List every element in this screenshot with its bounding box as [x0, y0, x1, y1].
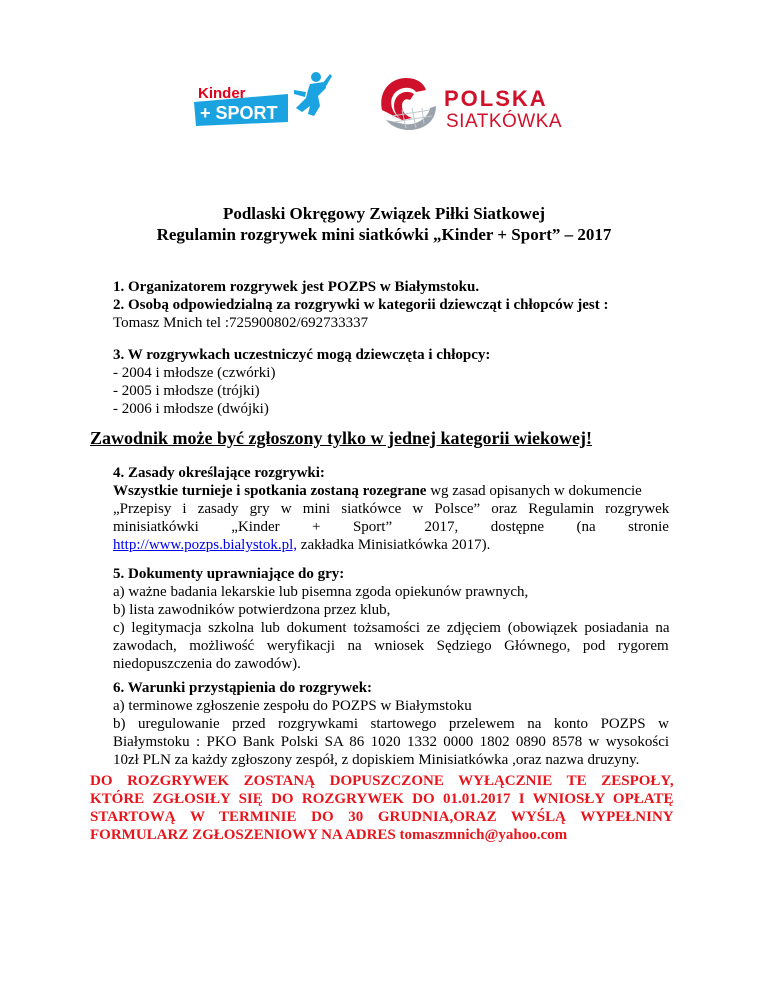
entry-condition-b-line-3: 10zł PLN za każdy zgłoszony zespół, z dopiskiem Minisiatkówka ,oraz nazwa druzyny. [113, 752, 640, 768]
entry-condition-b-line-2 [113, 733, 669, 751]
rules-word: (na [576, 519, 596, 535]
entry-condition-b-text-2: Białymstoku : PKO Bank Polski SA 86 1020 1332 0000 1802 0890 8578 w wysokości [113, 734, 670, 750]
notice-text-1: DO ROZGRYWEK ZOSTANĄ DOPUSZCZONE WYŁĄCZNIE TE ZESPOŁY, [90, 773, 674, 789]
section-entry-conditions [113, 679, 669, 769]
rules-word: minisiatkówki [113, 519, 199, 535]
section-rules [113, 464, 669, 554]
rules-line-2 [113, 500, 669, 518]
document-item-c-line-1 [113, 619, 669, 637]
notice-text-3: STARTOWĄ W TERMINIE DO 30 GRUDNIA,ORAZ WYŚLĄ WYPEŁNINY [90, 809, 674, 825]
responsible-person-item: 2. Osobą odpowiedzialną za rozgrywki w kategorii dziewcząt i chłopców jest : [113, 297, 609, 313]
kinder-sport-logo-graphic [192, 72, 332, 132]
notice-text-2: KTÓRE ZGŁOSIŁY SIĘ DO ROZGRYWEK DO 01.01.2017 I WNIOSŁY OPŁATĘ [90, 791, 674, 807]
rules-word: + [312, 519, 321, 535]
rules-line-2-text: „Przepisy i zasady gry w mini siatkówce w Polsce” oraz Regulamin rozgrywek [113, 501, 670, 517]
document-item-b: b) lista zawodników potwierdzona przez klub, [113, 602, 391, 618]
siatkowka-wordmark: SIATKÓWKA [446, 111, 563, 132]
document-item-c-line-2 [113, 637, 669, 655]
section-documents [113, 565, 669, 673]
pozps-website-link[interactable]: http://www.pozps.bialystok.pl, [113, 537, 298, 553]
single-category-warning: Zawodnik może być zgłoszony tylko w jednej kategorii wiekowej! [90, 428, 592, 448]
participants-heading: 3. W rozgrywkach uczestniczyć mogą dziewczęta i chłopcy: [113, 347, 491, 363]
document-title-organization: Podlaski Okręgowy Związek Piłki Siatkowej [222, 204, 546, 223]
document-title-regulation: Regulamin rozgrywek mini siatkówki „Kinder + Sport” – 2017 [156, 225, 612, 244]
entry-condition-b-line-1 [113, 715, 669, 733]
entry-condition-a: a) terminowe zgłoszenie zespołu do POZPS w Białymstoku [113, 698, 472, 714]
kinder-wordmark: Kinder [198, 85, 246, 102]
rules-line-1 [113, 482, 669, 500]
section-participants [113, 346, 669, 418]
notice-line-1 [90, 772, 674, 790]
document-item-c-text-1: c) legitymacja szkolna lub dokument tożsamości ze zdjęciem (obowiązek posiadania na [113, 620, 670, 636]
rules-line-4 [113, 536, 669, 554]
category-item: - 2004 i młodsze (czwórki) [113, 365, 276, 381]
organizer-item: 1. Organizatorem rozgrywek jest POZPS w Białymstoku. [113, 279, 480, 295]
rules-bold-lead: Wszystkie turnieje i spotkania zostaną rozegrane [113, 483, 427, 499]
rules-word: dostępne [490, 519, 545, 535]
document-item-c-text-2: zawodach, możliwość weryfikacji na wniosek Sędziego Głównego, pod rygorem [113, 638, 669, 654]
entry-conditions-heading: 6. Warunki przystąpienia do rozgrywek: [113, 680, 373, 696]
rules-word: 2017, [424, 519, 459, 535]
eagle-ball-icon [372, 70, 442, 142]
notice-line-2 [90, 790, 674, 808]
category-item: - 2006 i młodsze (dwójki) [113, 401, 269, 417]
rules-heading: 4. Zasady określające rozgrywki: [113, 465, 325, 481]
sport-wordmark: + SPORT [200, 103, 278, 123]
section-organizer [113, 278, 669, 332]
polska-siatkowka-logo [372, 70, 582, 142]
rules-line-3 [113, 518, 669, 536]
entry-condition-b-text-1: b) uregulowanie przed rozgrywkami startowego przelewem na konto POZPS w [113, 716, 669, 732]
document-item-c-line-3: niedopuszczenia do zawodów). [113, 656, 301, 672]
contact-line: Tomasz Mnich tel :725900802/692733337 [113, 315, 369, 331]
document-item-a: a) ważne badania lekarskie lub pisemna zgoda opiekunów prawnych, [113, 584, 529, 600]
rules-line-4-rest: zakładka Minisiatkówka 2017). [297, 537, 491, 553]
rules-word: stronie [628, 519, 669, 535]
rules-line-1-rest: wg zasad opisanych w dokumencie [426, 483, 642, 499]
kinder-sport-logo [192, 72, 332, 132]
registration-deadline-notice [90, 772, 674, 844]
rules-word: „Kinder [231, 519, 280, 535]
athlete-silhouette-icon [294, 72, 332, 116]
polska-wordmark: POLSKA [444, 86, 548, 111]
notice-line-3 [90, 808, 674, 826]
documents-heading: 5. Dokumenty uprawniające do gry: [113, 566, 345, 582]
rules-word: Sport” [352, 519, 393, 535]
category-item: - 2005 i młodsze (trójki) [113, 383, 260, 399]
notice-line-4: FORMULARZ ZGŁOSZENIOWY NA ADRES tomaszmnich@yahoo.com [90, 827, 568, 843]
